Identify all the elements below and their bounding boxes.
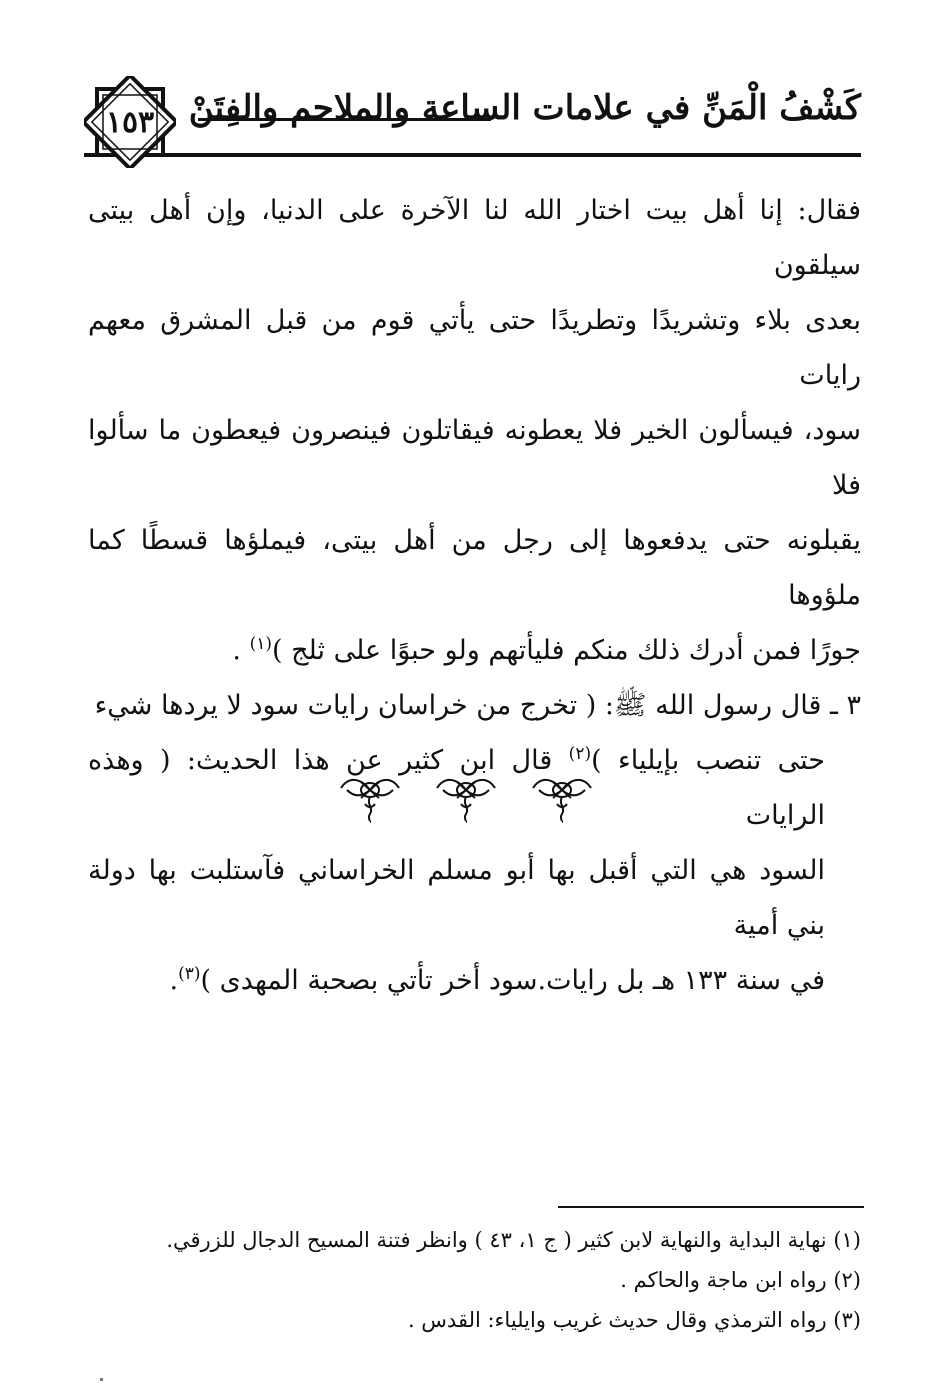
text-fragment: في سنة ١٣٣ هـ بل رايات.سود أخر تأتي بصحبة المهدى )	[200, 965, 825, 996]
knot-flourish-icon	[337, 768, 403, 824]
paragraph-2-first-line	[88, 678, 861, 733]
footnote-1: (١) نهاية البداية والنهاية لابن كثير ( ج ١، ٤٣ ) وانظر فتنة المسيح الدجال للزرقي.	[166, 1228, 861, 1252]
knot-flourish-icon	[433, 768, 499, 824]
page-header	[84, 80, 861, 160]
scan-speck	[100, 1378, 103, 1381]
running-title: كَشْفُ الْمَنِّ في علامات الساعة والملاحم والفِتَنْ	[188, 88, 861, 128]
main-text	[88, 183, 861, 1008]
text-line: السود هي التي أقبل بها أبو مسلم الخراساني فآستلبت بها دولة بني أمية	[88, 855, 825, 941]
text-fragment: قال ابن كثير عن هذا الحديث: ( وهذه الرايات	[88, 745, 825, 831]
header-dash	[198, 118, 491, 121]
footnote-3: (٣) رواه الترمذي وقال حديث غريب وايلياء: القدس .	[407, 1308, 861, 1332]
section-ornament	[0, 768, 931, 828]
text-line: سود، فيسألون الخير فلا يعطونه فيقاتلون فينصرون فيعطون ما سألوا فلا	[88, 415, 861, 501]
knot-flourish-icon	[529, 768, 595, 824]
text-line: بعدى بلاء وتشريدًا وتطريدًا حتى يأتي قوم من قبل المشرق معهم رايات	[88, 305, 861, 391]
text-line: يقبلونه حتى يدفعوها إلى رجل من أهل بيتى، فيملؤها قسطًا كما ملؤوها	[88, 525, 861, 611]
footnote-ref-3: (٣)	[178, 964, 201, 984]
footnote-ref-2: (٢)	[568, 744, 592, 764]
text-fragment: .	[169, 965, 179, 996]
text-line: جورًا فمن أدرك ذلك منكم فليأتهم ولو حبوًا على ثلج )	[271, 635, 861, 666]
paragraph-1	[88, 183, 861, 678]
text-line: فقال: إنا أهل بيت اختار الله لنا الآخرة على الدنيا، وإن أهل بيتى سيلقون	[88, 195, 861, 281]
text-fragment: حتى تنصب بإيلياء )	[591, 745, 825, 776]
footnote-ref-1: (١)	[249, 634, 272, 654]
footnote-2: (٢) رواه ابن ماجة والحاكم .	[620, 1268, 861, 1292]
footnotes	[130, 1220, 861, 1340]
text-line: ٣ ـ قال رسول الله ﷺ: ( تخرج من خراسان رايات سود لا يردها شيء	[94, 690, 861, 721]
text-fragment: .	[232, 635, 250, 666]
header-rule	[84, 153, 861, 157]
page-number: ١٥٣	[105, 104, 155, 140]
page-number-badge	[84, 76, 176, 168]
footnote-separator	[558, 1206, 864, 1208]
